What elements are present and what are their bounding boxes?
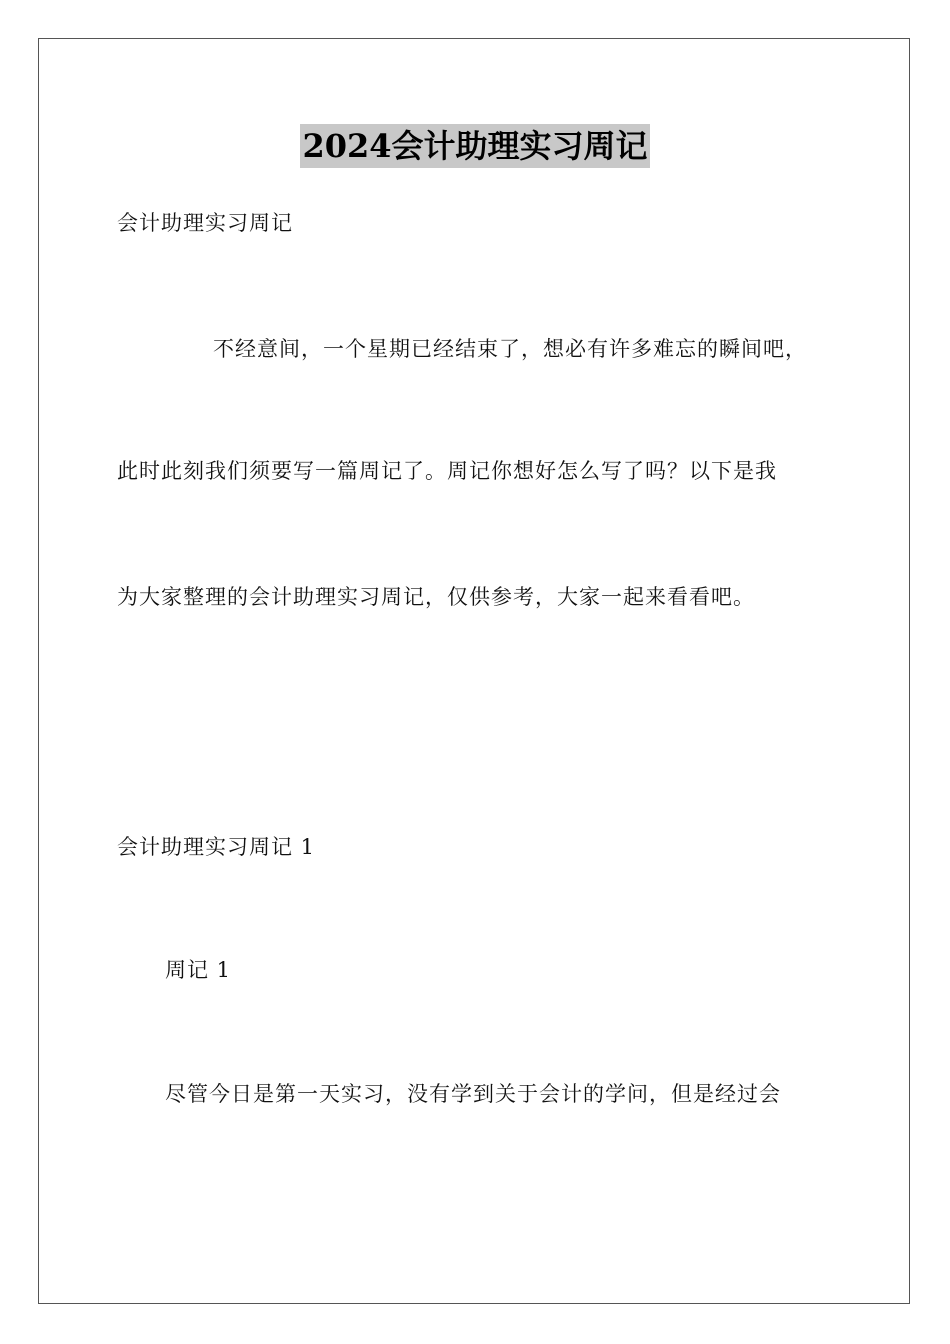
document-subtitle: 会计助理实习周记 bbox=[117, 211, 293, 235]
body-line-1: 尽管今日是第一天实习，没有学到关于会计的学问，但是经过会 bbox=[165, 1082, 781, 1106]
section-heading: 会计助理实习周记 1 bbox=[117, 835, 316, 859]
intro-line-1: 不经意间，一个星期已经结束了，想必有许多难忘的瞬间吧， bbox=[213, 337, 807, 361]
document-title: 2024会计助理实习周记 bbox=[300, 124, 649, 168]
week-label: 周记 1 bbox=[165, 958, 232, 982]
intro-line-3: 为大家整理的会计助理实习周记，仅供参考，大家一起来看看吧。 bbox=[117, 585, 755, 609]
title-container bbox=[0, 124, 950, 168]
intro-line-2: 此时此刻我们须要写一篇周记了。周记你想好怎么写了吗？以下是我 bbox=[117, 459, 777, 483]
